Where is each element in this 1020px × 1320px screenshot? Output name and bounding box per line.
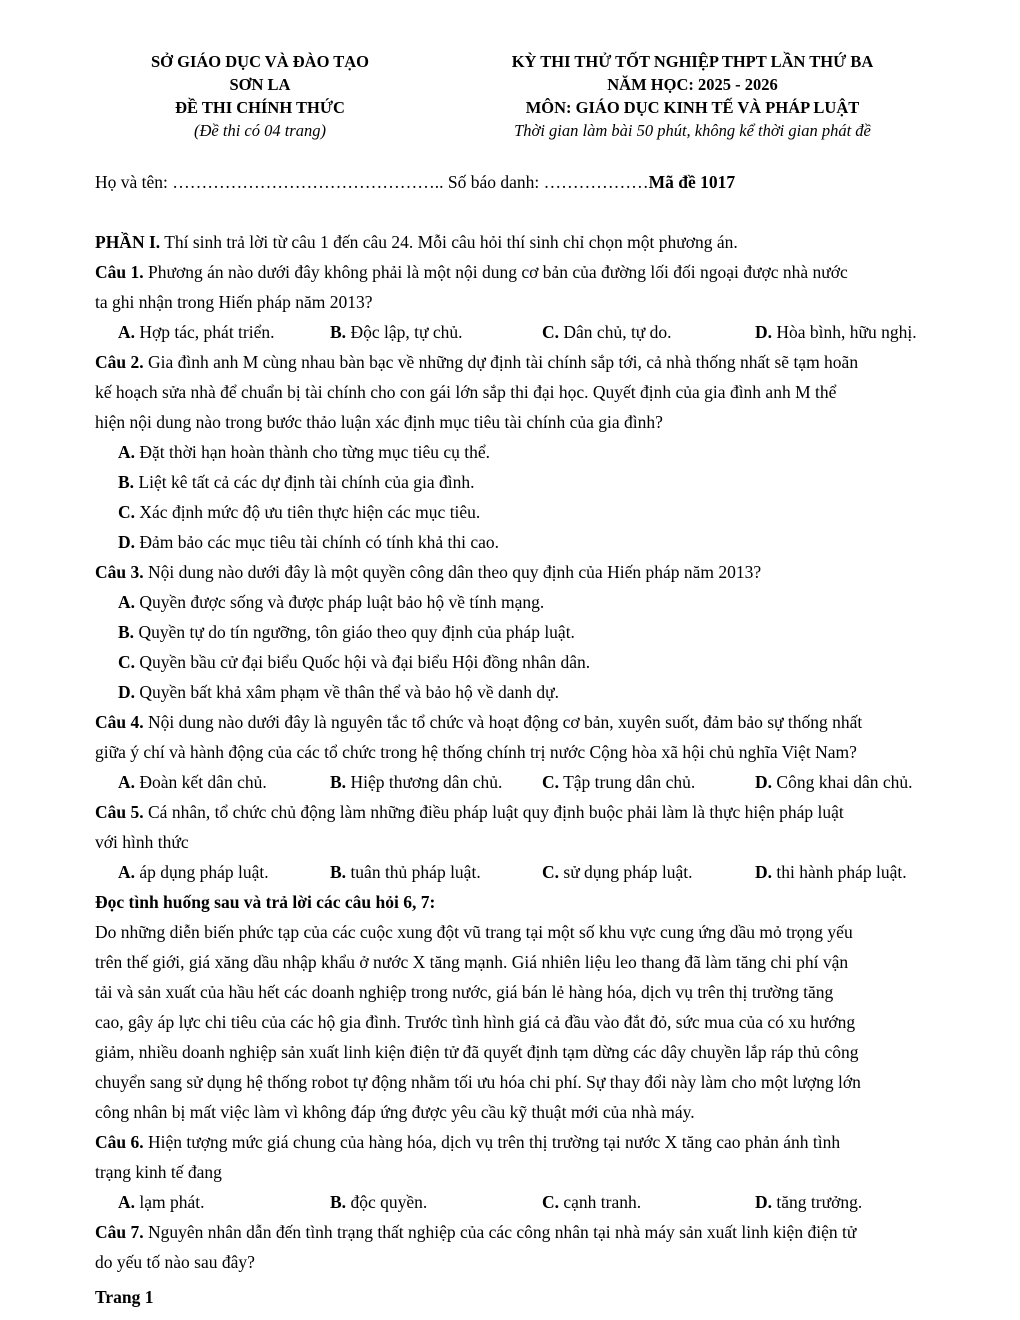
exam-title: KỲ THI THỬ TỐT NGHIỆP THPT LẦN THỨ BA [511, 52, 874, 71]
candidate-fields: Họ và tên: ……………………………………….. Số báo danh: ……………… [95, 172, 649, 192]
option-a: A. áp dụng pháp luật. [118, 862, 269, 882]
option-b: B. tuân thủ pháp luật. [330, 862, 481, 882]
option-c: C. Dân chủ, tự do. [542, 322, 672, 342]
option-d: D. tăng trưởng. [755, 1192, 863, 1212]
question-2: Câu 2. Gia đình anh M cùng nhau bàn bạc về những dự định tài chính sắp tới, cả nhà thống nhất sẽ tạm hoãn kế hoạch sửa nhà để chuẩn bị tài chính cho con gái lớn sắp thi đại học. Quyết định của gia đình anh M thể hiện nội dung nào trong bước thảo luận xác định mục tiêu tài chính của gia đình? A. Đặt thời hạn hoàn thành cho từng mục tiêu cụ thể. B. Liệt kê tất cả các dự định tài chính của gia đình. C. Xác định mức độ ưu tiên thực hiện các mục tiêu. D. Đảm bảo các mục tiêu tài chính có tính khả thi cao. [95, 347, 975, 557]
option-a: A. Đoàn kết dân chủ. [118, 772, 267, 792]
candidate-info [95, 172, 735, 193]
page-number: Trang 1 [95, 1287, 154, 1307]
question-3: Câu 3. Nội dung nào dưới đây là một quyền công dân theo quy định của Hiến pháp năm 2013? A. Quyền được sống và được pháp luật bảo hộ về tính mạng. B. Quyền tự do tín ngưỡng, tôn giáo theo quy định của pháp luật. C. Quyền bầu cử đại biểu Quốc hội và đại biểu Hội đồng nhân dân. D. Quyền bất khả xâm phạm về thân thể và bảo hộ về danh dự. [95, 557, 975, 707]
option-b: B. độc quyền. [330, 1192, 428, 1212]
question-6: Câu 6. Hiện tượng mức giá chung của hàng hóa, dịch vụ trên thị trường tại nước X tăng cao phản ánh tình trạng kinh tế đang A. lạm phát. B. độc quyền. C. cạnh tranh. D. tăng trưởng. [95, 1127, 975, 1217]
question-4: Câu 4. Nội dung nào dưới đây là nguyên tắc tổ chức và hoạt động cơ bản, xuyên suốt, đảm bảo sự thống nhất giữa ý chí và hành động của các tổ chức trong hệ thống chính trị nước Cộng hòa xã hội chủ nghĩa Việt Nam? A. Đoàn kết dân chủ. B. Hiệp thương dân chủ. C. Tập trung dân chủ. D. Công khai dân chủ. [95, 707, 975, 797]
option-a: A. lạm phát. [118, 1192, 205, 1212]
header-right [440, 50, 945, 142]
option-d: D. Công khai dân chủ. [755, 772, 913, 792]
option-a: A. Quyền được sống và được pháp luật bảo hộ về tính mạng. [118, 592, 545, 612]
option-b: B. Hiệp thương dân chủ. [330, 772, 503, 792]
question-1: Câu 1. Phương án nào dưới đây không phải là một nội dung cơ bản của đường lối đối ngoại được nhà nước ta ghi nhận trong Hiến pháp năm 2013? A. Hợp tác, phát triển. B. Độc lập, tự chủ. C. Dân chủ, tự do. D. Hòa bình, hữu nghị. [95, 257, 975, 347]
option-b: B. Quyền tự do tín ngưỡng, tôn giáo theo quy định của pháp luật. [118, 622, 575, 642]
options-row [95, 767, 975, 797]
question-5: Câu 5. Cá nhân, tổ chức chủ động làm những điều pháp luật quy định buộc phải làm là thực hiện pháp luật với hình thức A. áp dụng pháp luật. B. tuân thủ pháp luật. C. sử dụng pháp luật. D. thi hành pháp luật. [95, 797, 975, 887]
part-heading: PHẦN I. Thí sinh trả lời từ câu 1 đến câu 24. Mỗi câu hỏi thí sinh chỉ chọn một phương án. [95, 232, 738, 252]
subject: MÔN: GIÁO DỤC KINH TẾ VÀ PHÁP LUẬT [525, 98, 860, 117]
option-c: C. Quyền bầu cử đại biểu Quốc hội và đại biểu Hội đồng nhân dân. [118, 652, 591, 672]
option-a: A. Đặt thời hạn hoàn thành cho từng mục tiêu cụ thể. [118, 442, 491, 462]
option-c: C. Tập trung dân chủ. [542, 772, 696, 792]
option-b: B. Độc lập, tự chủ. [330, 322, 463, 342]
options-row [95, 317, 975, 347]
department-name: SỞ GIÁO DỤC VÀ ĐÀO TẠO [150, 52, 370, 71]
option-d: D. Hòa bình, hữu nghị. [755, 322, 917, 342]
option-a: A. Hợp tác, phát triển. [118, 322, 275, 342]
option-d: D. thi hành pháp luật. [755, 862, 907, 882]
exam-body [95, 227, 975, 1277]
situation-heading: Đọc tình huống sau và trả lời các câu hỏi 6, 7: [95, 892, 436, 912]
province-name: SƠN LA [229, 75, 291, 94]
situation-passage: Đọc tình huống sau và trả lời các câu hỏi 6, 7: Do những diễn biến phức tạp của các cuộc xung đột vũ trang tại một số khu vực cung ứng dầu mỏ trọng yếu trên thế giới, giá xăng dầu nhập khẩu ở nước X tăng mạnh. Giá nhiên liệu leo thang đã làm tăng chi phí vận tải và sản xuất của hầu hết các doanh nghiệp trong nước, giá bán lẻ hàng hóa, dịch vụ trên thị trường tăng cao, gây áp lực chi tiêu của các hộ gia đình. Trước tình hình giá cả đầu vào đắt đỏ, sức mua của có xu hướng giảm, nhiều doanh nghiệp sản xuất linh kiện điện tử đã quyết định tạm dừng các dây chuyền lắp ráp thủ công chuyển sang sử dụng hệ thống robot tự động nhằm tối ưu hóa chi phí. Sự thay đổi này làm cho một lượng lớn công nhân bị mất việc làm vì không đáp ứng được yêu cầu kỹ thuật mới của nhà máy. [95, 887, 975, 1127]
page-count-note: (Đề thi có 04 trang) [194, 121, 326, 140]
option-c: C. Xác định mức độ ưu tiên thực hiện các mục tiêu. [118, 502, 481, 522]
option-d: D. Quyền bất khả xâm phạm về thân thể và bảo hộ về danh dự. [118, 682, 560, 702]
option-c: C. sử dụng pháp luật. [542, 862, 693, 882]
option-c: C. cạnh tranh. [542, 1192, 642, 1212]
exam-code: Mã đề 1017 [648, 172, 736, 192]
official-exam-label: ĐỀ THI CHÍNH THỨC [175, 98, 345, 117]
option-b: B. Liệt kê tất cả các dự định tài chính của gia đình. [118, 472, 475, 492]
school-year: NĂM HỌC: 2025 - 2026 [607, 75, 778, 94]
options-row [95, 1187, 975, 1217]
options-row [95, 857, 975, 887]
header-left [80, 50, 440, 142]
time-allowed: Thời gian làm bài 50 phút, không kể thời gian phát đề [514, 121, 871, 140]
question-7: Câu 7. Nguyên nhân dẫn đến tình trạng thất nghiệp của các công nhân tại nhà máy sản xuất linh kiện điện tử do yếu tố nào sau đây? [95, 1222, 857, 1272]
option-d: D. Đảm bảo các mục tiêu tài chính có tính khả thi cao. [118, 532, 499, 552]
